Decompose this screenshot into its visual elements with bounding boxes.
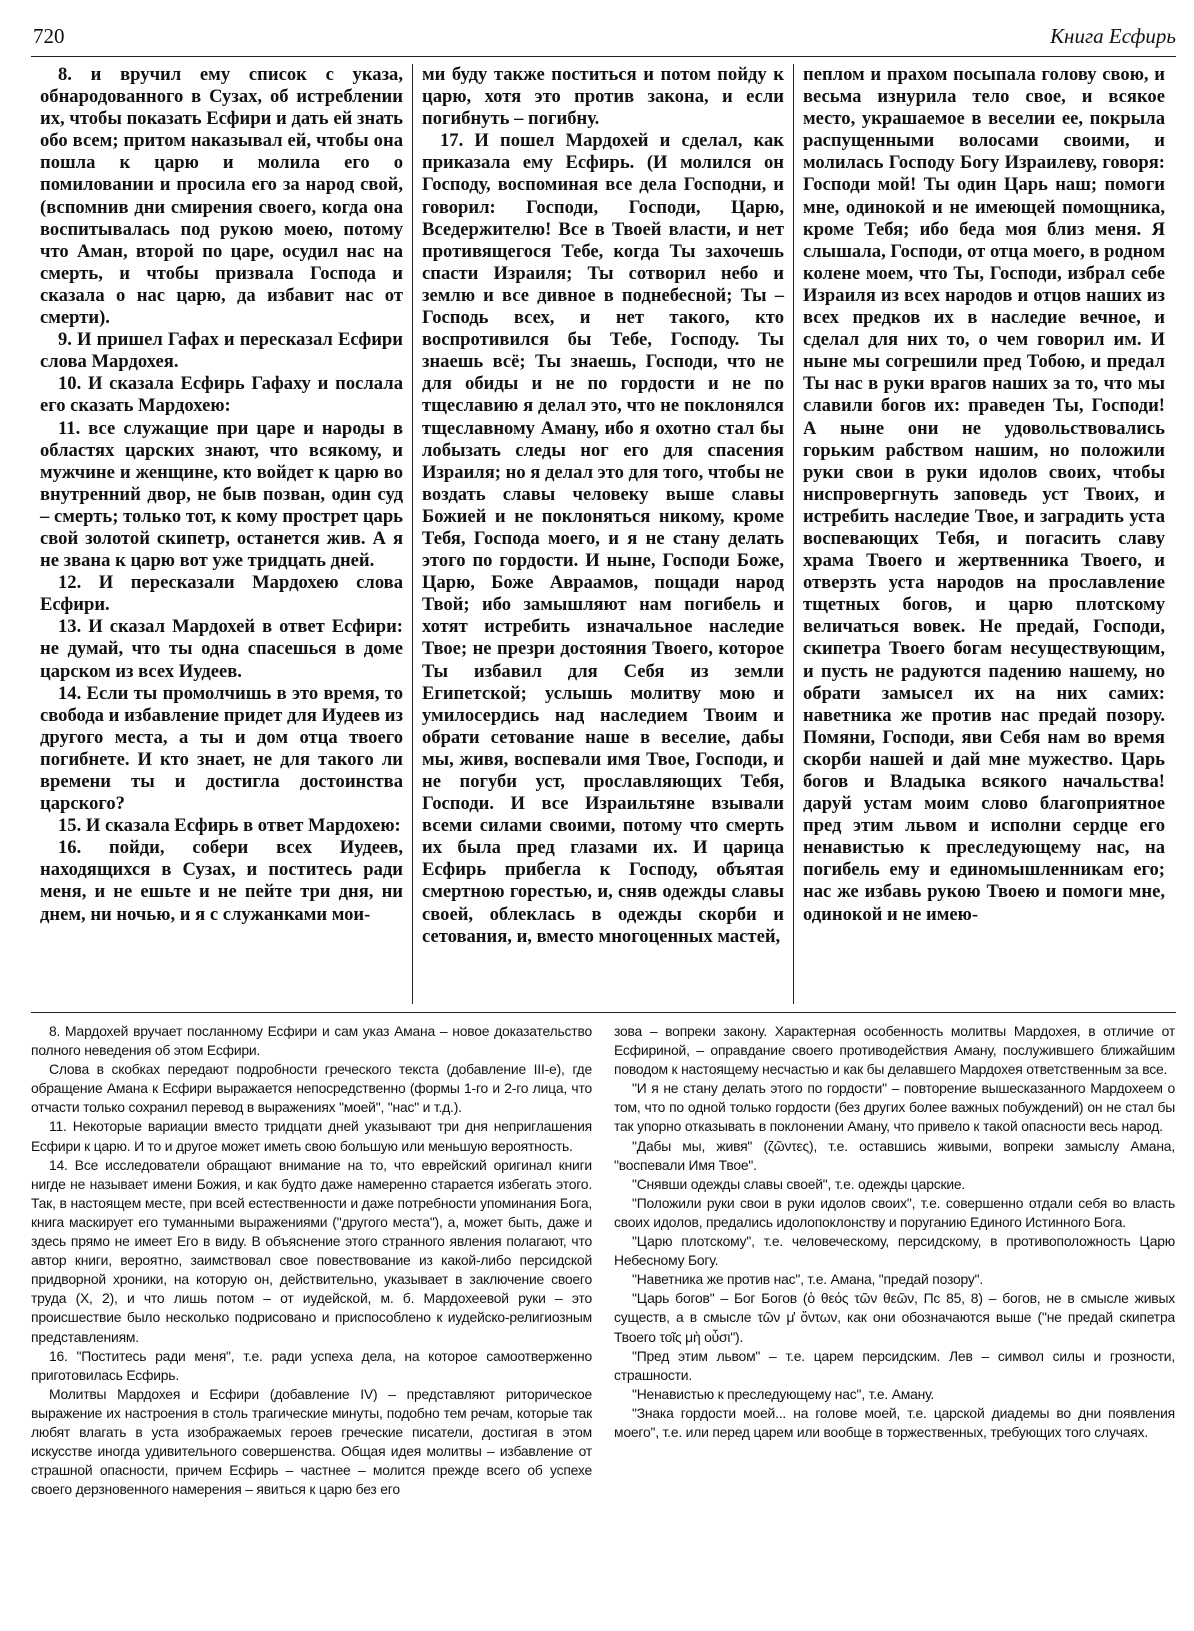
verse-16: 16. пойди, собери всех Иудеев, находящихся в Сузах, и поститесь ради меня, и не ешьте и не пейте три дня, ни днем, ни ночью, и я с служанками мои-	[40, 837, 403, 925]
verse-9: 9. И пришел Гафах и пересказал Есфири слова Мардохея.	[40, 329, 403, 373]
verse-14: 14. Если ты промолчишь в это время, то свобода и избавление придет для Иудеев из другого места, а ты и дом отца твоего погибнете. И кто знает, не для такого ли времени ты и достигла достоинства царского?	[40, 682, 403, 815]
verse-11: 11. все служащие при царе и народы в областях царских знают, что всякому, и мужчине и женщине, кто войдет к царю во внутренний двор, не быв позван, один суд – смерть; только тот, к кому прострет царь свой золотой скипетр, останется жив. А я не звана к царю вот уже тридцать дней.	[40, 417, 403, 572]
note-prayers: Молитвы Мардохея и Есфири (добавление IV) – представляют риторическое выражение их настроения в столь трагические минуты, подобно тем речам, которые так любят влагать в уста изображаемых героев греческие писатели, достигая в этом искусстве иногда удивительного совершенства. Общая идея молитвы – избавление от страшной опасности, причем Есфирь – частнее – молится прежде всего об успехе своего дерзновенного намерения – явиться к царю без его	[31, 1385, 592, 1498]
note-fleshly-king: "Царю плотскому", т.е. человеческому, персидскому, в противоположность Царю Небесному Богу.	[614, 1233, 1175, 1269]
note-hatred: "Ненавистью к преследующему нас", т.е. Аману.	[632, 1385, 935, 1402]
page-number: 720	[33, 24, 65, 48]
verse-8: 8. и вручил ему список с указа, обнародованного в Сузах, об истреблении их, чтобы показать Есфири и дать ей знать обо всем; притом наказывал ей, чтобы она пошла к царю и молила его о помиловании и просила его за народ свой, (вспомнив дни смирения своего, когда она воспитывалась под рукою моею, потому что Аман, второй по царе, осудил нас на смерть, и чтобы призвала Господа и сказала о нас царю, да избавит нас от смерти).	[40, 64, 403, 329]
commentary	[31, 1022, 1176, 1612]
note-idols: "Положили руки свои в руки идолов своих", т.е. совершенно отдали себя во власть своих идолов, предались идолопоклонству и поруганию Единого Истинного Бога.	[614, 1194, 1175, 1230]
note-pride-sign: "Знака гордости моей... на голове моей, т.е. царской диадемы во дни появления моего", т.е. или перед царем или вообще в торжественных, требующих того случаях.	[614, 1404, 1175, 1440]
note-accuser: "Наветника же против нас", т.е. Амана, "предай позору".	[632, 1271, 983, 1288]
verse-13: 13. И сказал Мардохей в ответ Есфири: не думай, что ты одна спасешься в доме царском из всех Иудеев.	[40, 616, 403, 682]
note-8: 8. Мардохей вручает посланному Есфири и сам указ Амана – новое доказательство полного неведения об этом Есфири.	[31, 1023, 592, 1059]
verse-17-continued: пеплом и прахом посыпала голову свою, и весьма изнурила тело свое, и всякое место, украшаемое в веселии ее, покрыла распущенными волосами своими, и молилась Господу Богу Израилеву, говоря: Господи мой! Ты один Царь наш; помоги мне, одинокой и не имеющей помощника, кроме Тебя; ибо беда моя близ меня. Я слышала, Господи, от отца моего, в родном колене моем, что Ты, Господи, избрал себе Израиля из всех народов и отцов наших из всех предков их в наследие вечное, и сделал для них то, о чем говорил им. И ныне мы согрешили пред Тобою, и предал Ты нас в руки врагов наших за то, что мы славили богов их: праведен Ты, Господи! А ныне они не удовольствовались горьким рабством нашим, но положили руки свои в руки идолов своих, чтобы ниспровергнуть заповедь уст Твоих, и истребить наследие Твое, и заградить уста воспевающих Тебя, и погасить славу храма Твоего и жертвенника Твоего, и отверзть уста народов на прославление тщетных богов, и царю плотскому величаться вовек. Не предай, Господи, скипетра Твоего богам несуществующим, и пусть не радуются падению нашему, но обрати замысел их на них самих: наветника же против нас предай позору. Помяни, Господи, яви Себя нам во время скорби нашей и дай мне мужество. Царь богов и Владыка всякого начальства! даруй устам моим слово благоприятное пред этим львом и исполни сердце его ненавистью к преследующему нас, на погибель ему и единомышленникам его; нас же избавь рукою Твоею и помоги мне, одинокой и не имею-	[803, 64, 1165, 925]
verse-17: 17. И пошел Мардохей и сделал, как приказала ему Есфирь. (И молился он Господу, воспоминая все дела Господни, и говорил: Господи, Господи, Царю, Вседержителю! Все в Твоей власти, и нет противящегося Тебе, когда Ты захочешь спасти Израиля; Ты сотворил небо и землю и все дивное в поднебесной; Ты – Господь всех, и нет такого, кто воспротивился бы Тебе, Господу. Ты знаешь всё; Ты знаешь, Господи, что не для обиды и не по гордости и не по тщеславию я делал это, что не поклонялся тщеславному Аману, ибо я охотно стал бы лобызать следы ног его для спасения Израиля; но я делал это для того, чтобы не воздать славы человеку выше славы Божией и не поклоняться никому, кроме Тебя, Господа моего, и я не стану делать этого по гордости. И ныне, Господи Боже, Царю, Боже Авраамов, пощади народ Твой; ибо замышляют нам погибель и хотят истребить изначальное наследие Твое; не презри достояния Твоего, которое Ты избавил для Себя из земли Египетской; услышь молитву мою и умилосердись над наследием Твоим и обрати сетование наше в веселие, дабы мы, живя, воспевали имя Твое, Господи, и не погуби уст, прославляющих Тебя, Господи. И все Израильтяне взывали всеми силами своими, потому что смерть их была пред глазами их. И царица Есфирь прибегла к Господу, объятая смертною горестью, и, сняв одежды славы своей, облеклась в одежды скорби и сетования, и, вместо многоценных мастей,	[422, 130, 784, 947]
note-16: 16. "Поститесь ради меня", т.е. ради успеха дела, на которое самоотверженно приготовилась Есфирь.	[31, 1347, 592, 1383]
verse-12: 12. И пересказали Мардохею слова Есфири.	[40, 572, 403, 616]
verse-16-continued: ми буду также поститься и потом пойду к царю, хотя это против закона, и если погибнуть – погибну.	[422, 64, 784, 130]
note-8-brackets: Слова в скобках передают подробности греческого текста (добавление III-е), где обращение Амана к Есфири выражается непосредственно (формы 1-го и 2-го лица, что отчасти только сохранил перевод в выражениях "моей", "нас" и т.д.).	[31, 1061, 592, 1116]
note-11: 11. Некоторые вариации вместо тридцати дней указывают три дня неприглашения Есфири к царю. И то и другое может иметь свою большую или меньшую вероятность.	[31, 1118, 592, 1154]
text-column-1	[31, 64, 412, 1004]
page-header	[31, 20, 1176, 57]
verse-10: 10. И сказала Есфирь Гафаху и послала его сказать Мардохею:	[40, 373, 403, 417]
text-column-3	[793, 64, 1174, 1004]
commentary-column-right	[614, 1022, 1175, 1612]
text-column-2	[412, 64, 793, 1004]
note-garments: "Снявши одежды славы своей", т.е. одежды царские.	[632, 1175, 966, 1192]
note-lion: "Пред этим львом" – т.е. царем персидским. Лев – символ силы и грозности, страшности.	[614, 1347, 1175, 1383]
note-14: 14. Все исследователи обращают внимание на то, что еврейский оригинал книги нигде не называет имени Божия, и как будто даже намеренно старается избегать этого. Так, в настоящем месте, при всей естественности и даже потребности упоминания Бога, книга маскирует его туманными выражениями ("другого места"), а, может быть, даже и здесь прямо не имеет Его в виду. В объяснение этого странного явления полагают, что автор книги, вероятно, заимствовал свое повествование из какой-либо персидской придворной хроники, на которую он, действительно, указывает в заключение своего труда (X, 2), и что лишь потом – от иудейской, м. б. Мардохеевой руки – это происшествие было несколько подрисовано и приспособлено к иудейско-религиозным представлениям.	[31, 1156, 592, 1345]
running-title: Книга Есфирь	[1050, 24, 1176, 48]
note-prayers-continued: зова – вопреки закону. Характерная особенность молитвы Мардохея, в отличие от Есфириной, – оправдание своего противодействия Аману, послужившего ближайшим поводом к настоящему несчастью и как бы делавшего Мардохея ответственным за все.	[614, 1023, 1175, 1078]
notes-separator	[31, 1012, 1176, 1013]
verse-15: 15. И сказала Есфирь в ответ Мардохею:	[58, 815, 401, 837]
note-pride: "И я не стану делать этого по гордости" – повторение вышесказанного Мардохеем о том, что по одной только гордости (без других более важных побуждений) он не стал бы так упорно отказывать в поклонении Аману, что привело к такой опасности весь народ.	[614, 1080, 1175, 1135]
note-living: "Дабы мы, живя" (ζῶντες), т.е. оставшись живыми, вопреки замыслу Амана, "воспевали Имя Твое".	[614, 1137, 1175, 1173]
commentary-column-left	[31, 1022, 592, 1612]
note-king-of-gods: "Царь богов" – Бог Богов (ὁ θεός τῶν θεῶν, Пс 85, 8) – богов, не в смысле живых существ, а в смысле τῶν μ̓ ὄντων, как они обозначаются выше ("не предай скипетра Твоего τοῖς μὴ οὖσι").	[614, 1290, 1175, 1345]
main-text	[31, 64, 1176, 1004]
